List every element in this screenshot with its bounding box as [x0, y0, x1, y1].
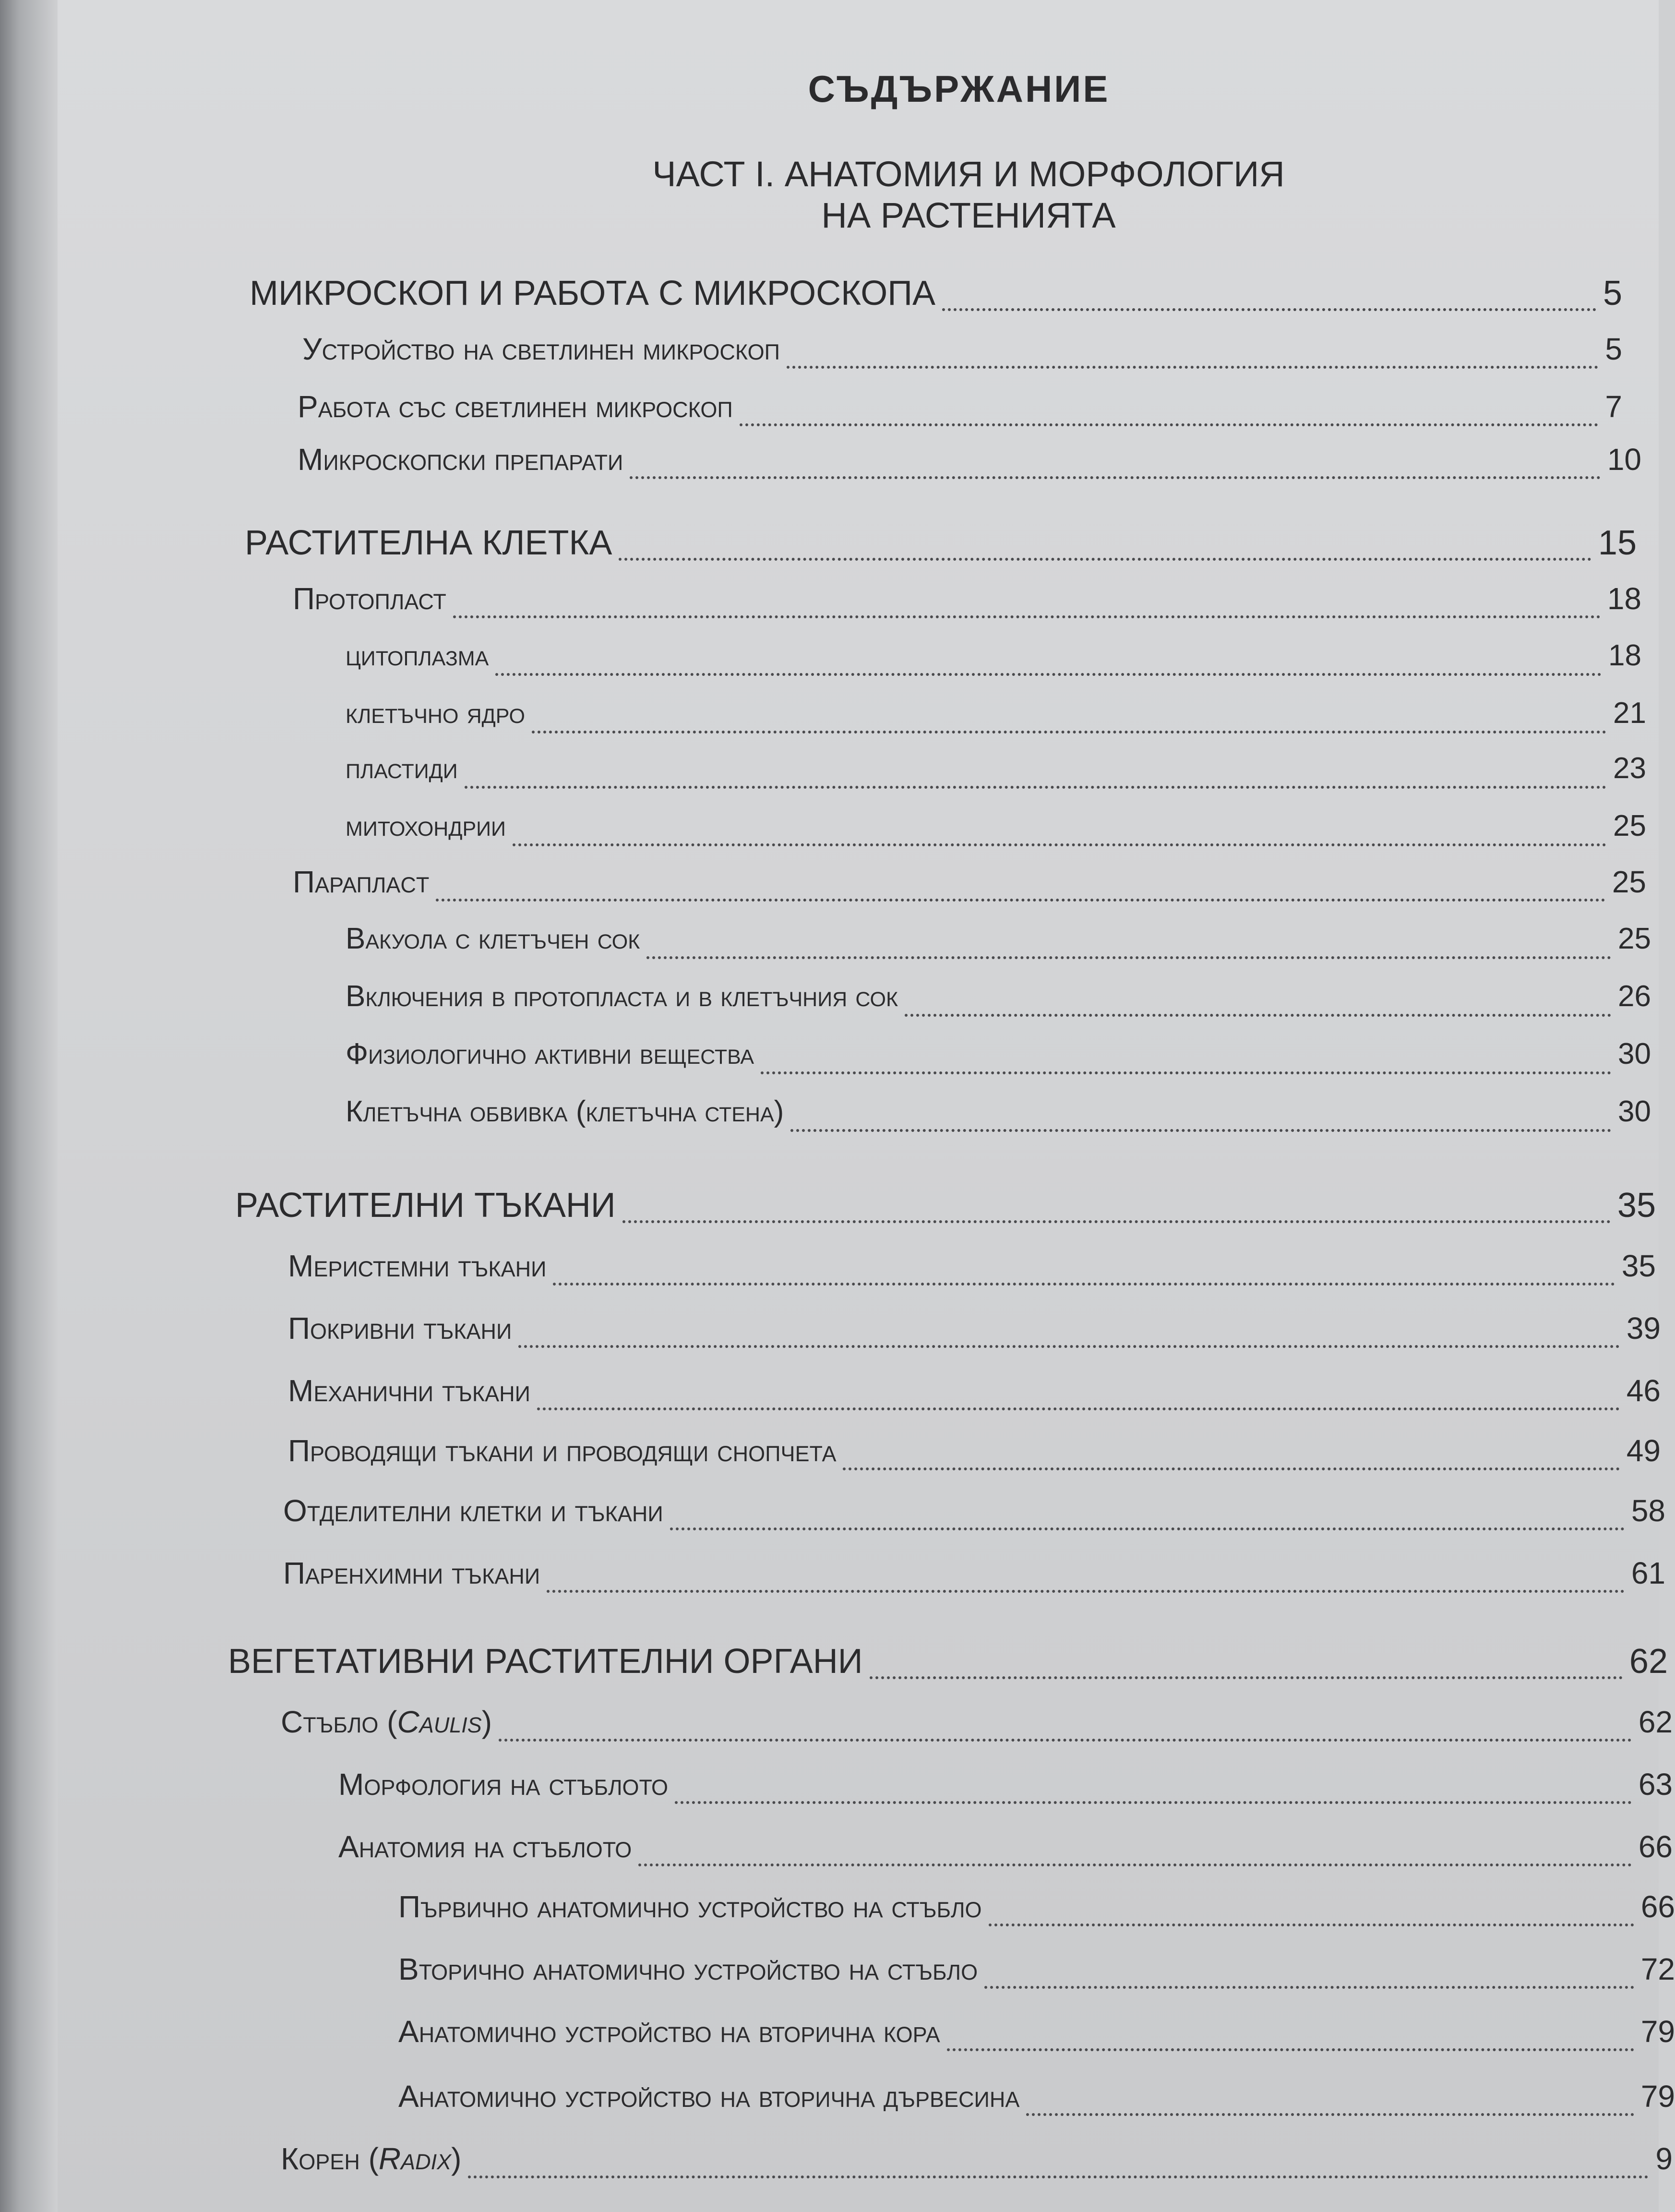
toc-entry-page: 26 [1618, 980, 1651, 1013]
toc-entry-microscope [250, 274, 1622, 320]
toc-entry-label [281, 2141, 461, 2176]
leader-dots [942, 308, 1596, 311]
toc-entry-latin-name: Caulis [397, 1705, 482, 1739]
toc-entry-page: 5 [1603, 274, 1622, 313]
leader-dots [870, 1676, 1623, 1679]
leader-dots [740, 423, 1599, 426]
book-page [58, 0, 1675, 2212]
toc-entry-active-substances [346, 1037, 1651, 1083]
toc-entry-label: Включения в протопласта и в клетъчния сок [346, 980, 898, 1013]
leader-dots [547, 1590, 1625, 1593]
toc-entry-label: Меристемни тъкани [288, 1249, 547, 1283]
toc-entry-label-prefix: Стъбло ( [281, 1705, 397, 1739]
part-title-line-2: НА РАСТЕНИЯТА [821, 195, 1116, 235]
leader-dots [630, 476, 1600, 479]
toc-entry-vegetative-organs [228, 1642, 1668, 1688]
toc-entry-secondary-wood [398, 2079, 1675, 2125]
leader-dots [622, 1220, 1611, 1223]
toc-entry-label: Протопласт [293, 581, 446, 616]
toc-entry-label: Устройство на светлинен микроскоп [302, 332, 780, 366]
toc-entry-label: РАСТИТЕЛНИ ТЪКАНИ [235, 1186, 616, 1225]
toc-entry-page: 63 [1638, 1767, 1673, 1802]
toc-entry-microscope-work [298, 389, 1622, 435]
toc-entry-label-prefix: Корен ( [281, 2141, 379, 2176]
toc-entry-page: 72 [1640, 1952, 1675, 1986]
toc-entry-page: 66 [1640, 1889, 1675, 1924]
toc-entry-label: пластиди [346, 752, 458, 785]
toc-entry-stem-anatomy [338, 1829, 1673, 1875]
toc-entry-label: цитоплазма [346, 639, 489, 672]
toc-entry-page: 35 [1617, 1186, 1656, 1225]
toc-entry-label: Първично анатомично устройство на стъбло [398, 1889, 982, 1924]
leader-dots [638, 1863, 1632, 1866]
toc-entry-page: 30 [1618, 1095, 1651, 1128]
leader-dots [495, 673, 1602, 676]
toc-entry-stem-morphology [338, 1767, 1673, 1813]
table-of-contents [58, 0, 1675, 2212]
toc-entry-page: 18 [1608, 639, 1641, 672]
toc-entry-plastids [346, 751, 1646, 797]
toc-entry-page: 25 [1618, 922, 1651, 955]
leader-dots [675, 1801, 1632, 1804]
toc-entry-label: Анатомично устройство на вторична дървесина [398, 2079, 1020, 2114]
leader-dots [670, 1527, 1625, 1530]
toc-entry-label [281, 1704, 492, 1740]
toc-entry-label: Вторично анатомично устройство на стъбло [398, 1952, 978, 1986]
toc-entry-page: 62 [1629, 1642, 1668, 1681]
leader-dots [905, 1014, 1611, 1017]
leader-dots [468, 2176, 1649, 2178]
toc-entry-label: Паренхимни тъкани [283, 1556, 540, 1590]
leader-dots [619, 558, 1591, 561]
toc-entry-label: Морфология на стъблото [338, 1767, 668, 1802]
toc-entry-label: Проводящи тъкани и проводящи снопчета [288, 1433, 837, 1468]
toc-entry-page: 49 [1626, 1433, 1661, 1468]
toc-entry-mitochondria [346, 809, 1646, 855]
leader-dots [947, 2048, 1634, 2051]
toc-entry-label-suffix: ) [481, 1705, 492, 1739]
leader-dots [453, 615, 1601, 618]
toc-entry-vacuole [346, 922, 1651, 968]
toc-entry-page: 23 [1613, 752, 1646, 785]
toc-entry-page: 35 [1621, 1249, 1656, 1283]
toc-entry-page: 46 [1626, 1373, 1661, 1408]
toc-entry-primary-structure [398, 1889, 1675, 1935]
toc-entry-latin-name: Radix [378, 2141, 452, 2176]
toc-entry-label: МИКРОСКОП И РАБОТА С МИКРОСКОПА [250, 274, 936, 313]
leader-dots [499, 1739, 1632, 1742]
toc-entry-dermal [288, 1310, 1661, 1357]
toc-entry-page: 58 [1631, 1493, 1665, 1528]
toc-entry-mechanical [288, 1373, 1661, 1419]
toc-entry-page: 39 [1626, 1311, 1661, 1346]
toc-entry-label: Отделителни клетки и тъкани [283, 1493, 663, 1528]
toc-entry-page: 18 [1607, 581, 1641, 616]
toc-entry-label: Анатомия на стъблото [338, 1829, 632, 1864]
toc-entry-page: 79 [1640, 2014, 1675, 2049]
toc-entry-page: 21 [1613, 697, 1646, 730]
toc-entry-label: РАСТИТЕЛНА КЛЕТКА [245, 524, 612, 562]
toc-entry-label: митохондрии [346, 809, 506, 842]
toc-entry-label: ВЕГЕТАТИВНИ РАСТИТЕЛНИ ОРГАНИ [228, 1642, 863, 1681]
leader-dots [436, 899, 1605, 902]
leader-dots [1026, 2113, 1634, 2116]
toc-entry-meristem [288, 1248, 1656, 1294]
toc-entry-parenchyma [283, 1555, 1665, 1601]
leader-dots [518, 1345, 1619, 1348]
toc-entry-label: клетъчно ядро [346, 697, 525, 730]
toc-entry-label: Работа със светлинен микроскоп [298, 389, 733, 424]
leader-dots [537, 1407, 1620, 1410]
toc-entry-secondary-bark [398, 2014, 1675, 2060]
leader-dots [513, 843, 1606, 846]
toc-entry-page: 30 [1618, 1037, 1651, 1070]
leader-dots [553, 1283, 1615, 1286]
toc-entry-secondary-structure [398, 1951, 1675, 1997]
toc-entry-label-suffix: ) [451, 2141, 462, 2176]
leader-dots [532, 731, 1606, 733]
part-title-line-1: ЧАСТ І. АНАТОМИЯ И МОРФОЛОГИЯ [652, 154, 1285, 194]
toc-entry-plant-tissues [235, 1186, 1656, 1232]
toc-entry-nucleus [346, 696, 1646, 742]
toc-entry-page: 9 [1655, 2141, 1673, 2176]
toc-entry-page: 66 [1638, 1829, 1673, 1864]
toc-entry-page: 15 [1598, 524, 1637, 562]
toc-entry-label: Вакуола с клетъчен сок [346, 922, 640, 955]
toc-entry-page: 25 [1612, 865, 1646, 899]
page-title: СЪДЪРЖАНИЕ [808, 68, 1110, 110]
toc-entry-label: Механични тъкани [288, 1373, 530, 1408]
toc-entry-protoplast [293, 581, 1641, 627]
toc-entry-cytoplasm [346, 638, 1641, 685]
toc-entry-label: Покривни тъкани [288, 1311, 512, 1346]
leader-dots [646, 956, 1611, 959]
toc-entry-microscope-structure [302, 331, 1622, 377]
toc-entry-page: 7 [1605, 389, 1622, 424]
leader-dots [843, 1467, 1619, 1470]
toc-entry-label: Клетъчна обвивка (клетъчна стена) [346, 1095, 784, 1128]
toc-entry-inclusions [346, 979, 1651, 1025]
toc-entry-paraplast [293, 864, 1646, 910]
toc-entry-page: 5 [1605, 332, 1622, 366]
leader-dots [761, 1071, 1611, 1074]
toc-entry-page: 25 [1613, 809, 1646, 842]
toc-entry-page: 62 [1638, 1705, 1673, 1739]
toc-entry-label: Параплаcт [293, 865, 430, 899]
toc-entry-page: 79 [1640, 2079, 1675, 2114]
toc-entry-page: 10 [1607, 442, 1641, 477]
toc-entry-cell-wall [346, 1094, 1651, 1141]
toc-entry-microscope-slides [298, 442, 1641, 488]
toc-entry-conducting [288, 1433, 1661, 1479]
leader-dots [989, 1923, 1634, 1926]
leader-dots [984, 1986, 1634, 1989]
toc-entry-label: Микроскопски препарати [298, 442, 623, 477]
toc-entry-stem [281, 1704, 1673, 1750]
toc-entry-root [281, 2141, 1673, 2187]
toc-entry-plant-cell [245, 523, 1637, 569]
toc-entry-secretory [283, 1493, 1665, 1539]
toc-entry-label: Физиологично активни вещества [346, 1037, 754, 1070]
leader-dots [790, 1129, 1611, 1132]
toc-entry-label: Анатомично устройство на вторична кора [398, 2014, 940, 2049]
leader-dots [787, 366, 1598, 369]
book-spine-shadow [0, 0, 58, 2212]
toc-entry-page: 61 [1631, 1556, 1665, 1590]
leader-dots [465, 786, 1606, 789]
